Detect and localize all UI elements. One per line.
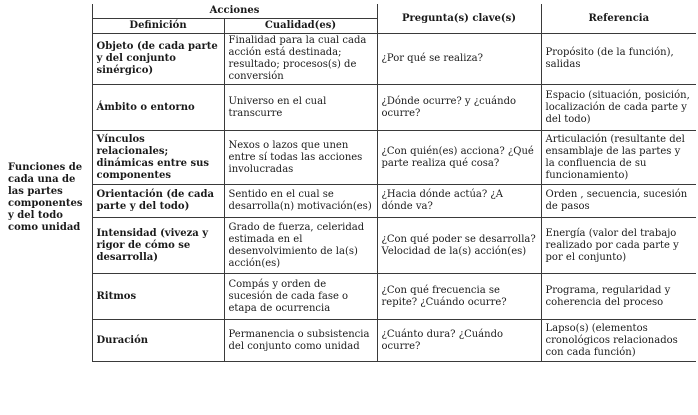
header-pregunta: Pregunta(s) clave(s) [377, 4, 541, 34]
table-row [4, 185, 696, 218]
header-cualidad: Cualidad(es) [224, 19, 377, 34]
row-definicion: Duración [92, 320, 224, 362]
functions-table [4, 4, 696, 362]
row-referencia: Programa, regularidad y coherencia del proceso [541, 274, 696, 320]
row-definicion: Orientación (de cada parte y del todo) [92, 185, 224, 218]
header-referencia: Referencia [541, 4, 696, 34]
table-row [4, 34, 696, 85]
row-referencia: Articulación (resultante del ensamblaje de las partes y la confluencia de su funcionamiento) [541, 131, 696, 185]
row-pregunta: ¿Dónde ocurre? y ¿cuándo ocurre? [377, 85, 541, 131]
row-cualidad: Permanencia o subsistencia del conjunto como unidad [224, 320, 377, 362]
header-acciones: Acciones [92, 4, 377, 19]
row-pregunta: ¿Con qué frecuencia se repite? ¿Cuándo ocurre? [377, 274, 541, 320]
row-cualidad: Finalidad para la cual cada acción está destinada; resultado; procesos(s) de conversión [224, 34, 377, 85]
row-cualidad: Nexos o lazos que unen entre sí todas las acciones involucradas [224, 131, 377, 185]
row-cualidad: Sentido en el cual se desarrolla(n) motivación(es) [224, 185, 377, 218]
row-cualidad: Grado de fuerza, celeridad estimada en el desenvolvimiento de la(s) acción(es) [224, 218, 377, 274]
header-empty-cell [4, 4, 92, 19]
row-cualidad: Universo en el cual transcurre [224, 85, 377, 131]
table-row [4, 320, 696, 362]
row-referencia: Propósito (de la función), salidas [541, 34, 696, 85]
row-pregunta: ¿Con qué poder se desarrolla? Velocidad de la(s) acción(es) [377, 218, 541, 274]
table-row [4, 274, 696, 320]
row-pregunta: ¿Hacia dónde actúa? ¿A dónde va? [377, 185, 541, 218]
side-label: Funciones de cada una de las partes componentes y del todo como unidad [4, 34, 92, 362]
row-definicion: Intensidad (viveza y rigor de cómo se desarrolla) [92, 218, 224, 274]
header-row-1 [4, 4, 696, 19]
row-referencia: Orden , secuencia, sucesión de pasos [541, 185, 696, 218]
row-definicion: Ámbito o entorno [92, 85, 224, 131]
row-referencia: Energía (valor del trabajo realizado por cada parte y por el conjunto) [541, 218, 696, 274]
row-cualidad: Compás y orden de sucesión de cada fase o etapa de ocurrencia [224, 274, 377, 320]
row-definicion: Objeto (de cada parte y del conjunto sinérgico) [92, 34, 224, 85]
row-definicion: Ritmos [92, 274, 224, 320]
table-row [4, 131, 696, 185]
row-referencia: Espacio (situación, posición, localización de cada parte y del todo) [541, 85, 696, 131]
header-definicion: Definición [92, 19, 224, 34]
row-definicion: Vínculos relacionales; dinámicas entre sus componentes [92, 131, 224, 185]
header-empty-cell-2 [4, 19, 92, 34]
row-pregunta: ¿Con quién(es) acciona? ¿Qué parte realiza qué cosa? [377, 131, 541, 185]
row-pregunta: ¿Por qué se realiza? [377, 34, 541, 85]
table-row [4, 218, 696, 274]
row-referencia: Lapso(s) (elementos cronológicos relacionados con cada función) [541, 320, 696, 362]
table-row [4, 85, 696, 131]
row-pregunta: ¿Cuánto dura? ¿Cuándo ocurre? [377, 320, 541, 362]
